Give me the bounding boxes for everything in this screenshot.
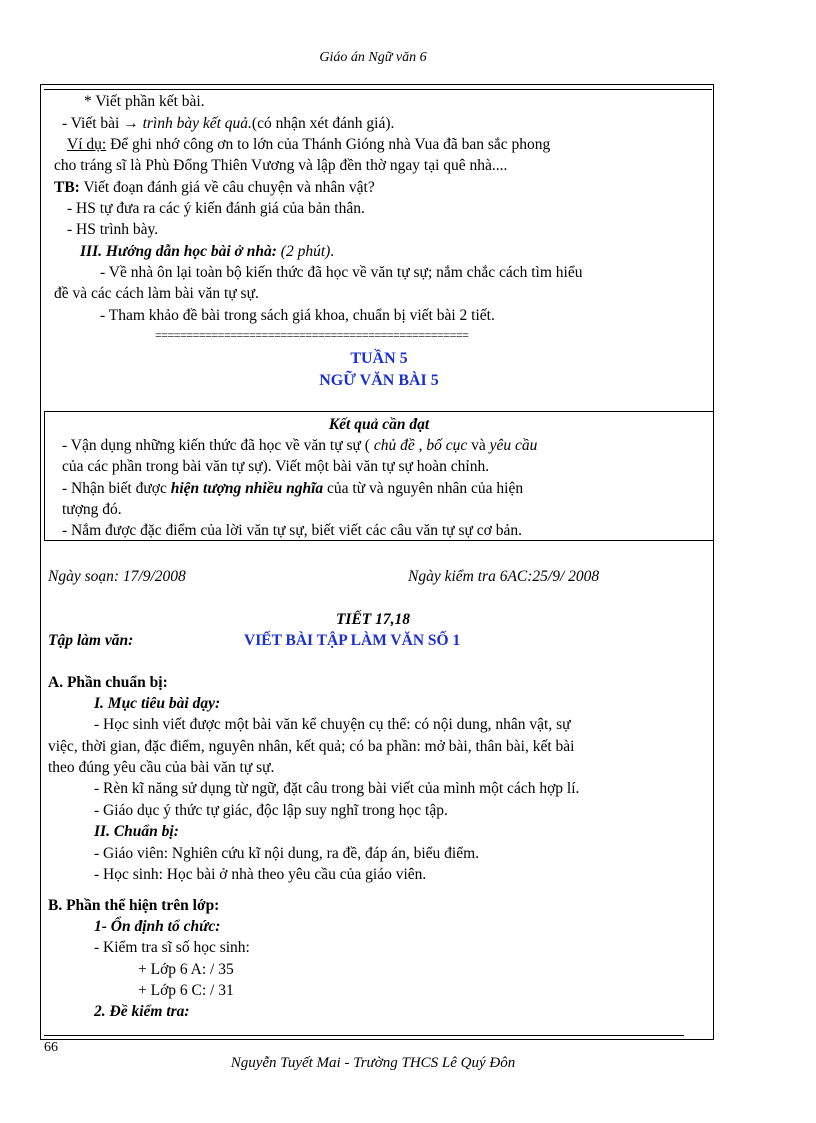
subheading: 2. Đề kiểm tra: [94, 1003, 190, 1020]
text-line: - HS tự đưa ra các ý kiến đánh giá của bản thân. [67, 200, 365, 217]
bottom-rule [44, 1035, 684, 1036]
text-line: * Viết phần kết bài. [84, 93, 205, 110]
text-line: - Về nhà ôn lại toàn bộ kiến thức đã học về văn tự sự; nắm chắc cách tìm hiểu [100, 264, 583, 281]
result-bullet: tượng đó. [62, 501, 122, 518]
week-title: TUẦN 5 [350, 350, 408, 367]
text-line: - Học sinh: Học bài ở nhà theo yêu cầu của giáo viên. [94, 866, 427, 883]
separator-line: ================================================== [155, 330, 469, 340]
text-line: - Giáo viên: Nghiên cứu kĩ nội dung, ra đề, đáp án, biểu điểm. [94, 845, 480, 862]
result-bullet: của các phần trong bài văn tự sự). Viết một bài văn tự sự hoàn chỉnh. [62, 458, 490, 475]
text-line: - HS trình bày. [67, 221, 159, 238]
subheading: II. Chuẩn bị: [94, 823, 179, 840]
result-box-title: Kết quả cần đạt [328, 416, 430, 433]
tb-line: TB: Viết đoạn đánh giá về câu chuyện và nhân vật? [54, 179, 375, 196]
frame-inner-line [44, 89, 712, 90]
text-line: việc, thời gian, đặc điểm, nguyên nhân, kết quả; có ba phần: mở bài, thân bài, kết bài [48, 738, 575, 755]
section-heading: III. Hướng dẫn học bài ở nhà: (2 phút). [80, 243, 335, 260]
text-line: - Tham khảo đề bài trong sách giá khoa, chuẩn bị viết bài 2 tiết. [100, 307, 495, 324]
text-line: - Học sinh viết được một bài văn kể chuyện cụ thể: có nội dung, nhân vật, sự [94, 716, 571, 733]
result-bullet: - Nhận biết được hiện tượng nhiều nghĩa của từ và nguyên nhân của hiện [62, 480, 524, 497]
page-header: Giáo án Ngữ văn 6 [319, 50, 427, 65]
subheading: 1- Ổn định tổ chức: [94, 918, 221, 935]
class-count: + Lớp 6 C: / 31 [138, 982, 234, 999]
tiet-title: VIẾT BÀI TẬP LÀM VĂN SỐ 1 [244, 632, 461, 649]
result-bullet: - Nắm được đặc điểm của lời văn tự sự, biết viết các câu văn tự sự cơ bản. [62, 522, 522, 539]
text-line: đề và các cách làm bài văn tự sự. [54, 285, 259, 302]
text-line: - Viết bài → trình bày kết quả.(có nhận xét đánh giá). [62, 115, 395, 132]
page-footer: Nguyễn Tuyết Mai - Trường THCS Lê Quý Đôn [230, 1055, 516, 1071]
tiet-number: TIẾT 17,18 [335, 611, 411, 628]
class-count: + Lớp 6 A: / 35 [138, 961, 234, 978]
text-line: - Giáo dục ý thức tự giác, độc lập suy nghĩ trong học tập. [94, 802, 448, 819]
example-line: Ví dụ: Để ghi nhớ công ơn to lớn của Thánh Gióng nhà Vua đã ban sắc phong [67, 136, 551, 153]
lesson-title: NGỮ VĂN BÀI 5 [319, 372, 439, 389]
text-line: - Kiểm tra sĩ số học sinh: [94, 939, 250, 956]
section-b-heading: B. Phần thể hiện trên lớp: [48, 897, 220, 914]
tiet-label: Tập làm văn: [48, 632, 134, 649]
date-kiemtra: Ngày kiểm tra 6AC:25/9/ 2008 [408, 568, 600, 585]
date-soan: Ngày soạn: 17/9/2008 [48, 568, 186, 585]
section-a-heading: A. Phần chuẩn bị: [48, 674, 168, 691]
text-line: - Rèn kĩ năng sử dụng từ ngữ, đặt câu trong bài viết của mình một cách hợp lí. [94, 780, 580, 797]
text-line: theo đúng yêu cầu của bài văn tự sự. [48, 759, 275, 776]
subheading: I. Mục tiêu bài dạy: [94, 695, 221, 712]
result-bullet: - Vận dụng những kiến thức đã học về văn tự sự ( chủ đề , bố cục và yêu cầu [62, 437, 538, 454]
page-number: 66 [44, 1040, 58, 1055]
example-line: cho tráng sĩ là Phù Đổng Thiên Vương và lập đền thờ ngay tại quê nhà.... [54, 157, 508, 174]
